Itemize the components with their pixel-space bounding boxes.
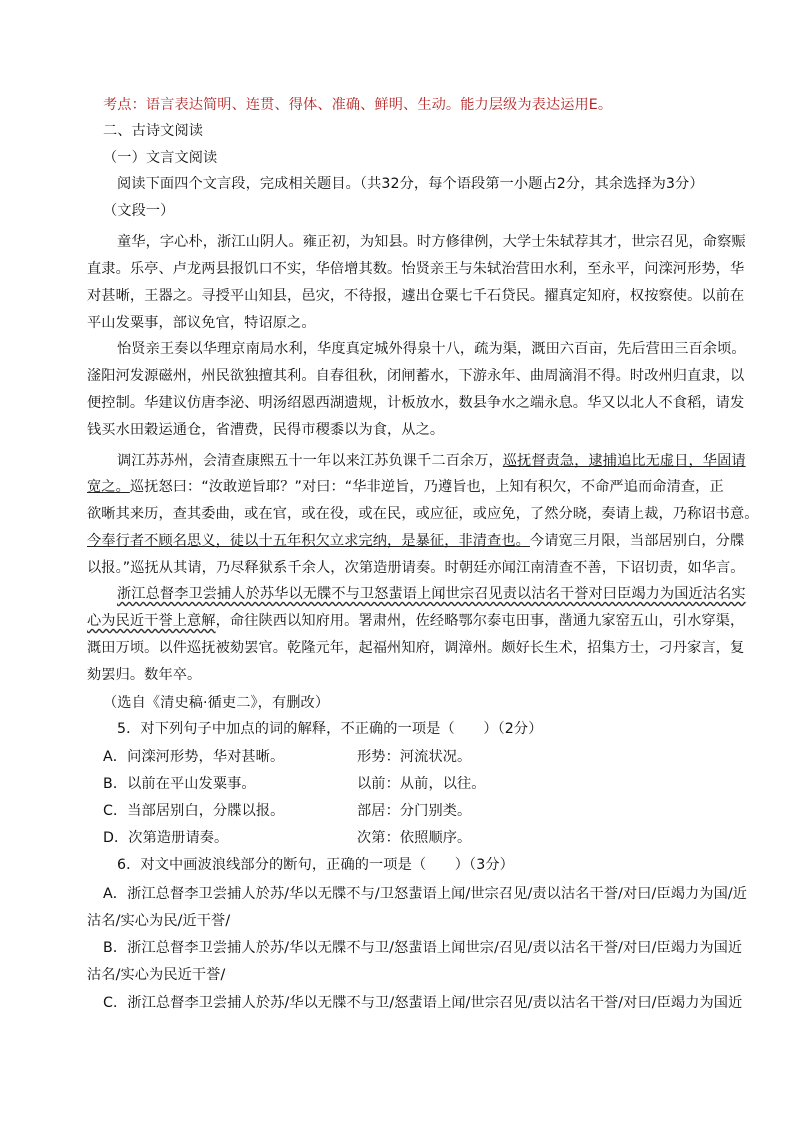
q5-option-c	[0, 800, 794, 822]
q5-option-b-right: 以前：从前，以往。	[357, 776, 486, 792]
p2-line-4: 钱买水田穀运通仓，省漕费，民得市稷黍以为食，从之。	[87, 422, 445, 438]
subsection-title: （一）文言文阅读	[103, 150, 218, 166]
p4-wavy-2: 心为民近干誉上意解	[87, 613, 216, 629]
q5-option-b-left: B．以前在平山发粟事。	[103, 776, 256, 792]
q5-option-c-right: 部居：分门别类。	[357, 803, 472, 819]
p1-line-3: 对甚晰，王器之。寻授平山知县，邑灾，不待报，遽出仓粟七千石贷民。擢真定知府，权按察使。以前在	[87, 288, 745, 304]
q6-option-c-line-1: C．浙江总督李卫尝捕人於苏/华以无牒不与卫/怒蜚语上闻/世宗召见/责以沽名干誉/对曰/臣竭力为国近	[103, 995, 743, 1011]
q5-option-d-right: 次第：依照顺序。	[357, 830, 472, 846]
q5-option-a-right: 形势：河流状况。	[357, 749, 472, 765]
q6-option-a-line-1: A．浙江总督李卫尝捕人於苏/华以无牒不与/卫怒蜚语上闻/世宗召见/责以沽名干誉/对曰/臣竭力为国/近	[103, 886, 748, 902]
q5-option-a-left: A．问滦河形势，华对甚晰。	[103, 749, 285, 765]
q6-option-b-line-1: B．浙江总督李卫尝捕人於苏/华以无牒不与卫/怒蜚语上闻世宗/召见/责以沽名干誉/对曰/臣竭力为国近	[103, 940, 743, 956]
p3-line-2-text: 巡抚怒曰：“汝敢逆旨耶？”对曰：“华非逆旨，乃遵旨也，上知有积欠，不命严追而命清查，正	[129, 479, 724, 495]
p4-line-4: 劾罢归。数年卒。	[87, 667, 202, 683]
p4-line-1	[0, 583, 794, 605]
p3-line-4-text: 今请宽三月限，当部居别白，分牒	[529, 533, 745, 549]
p4-line-3: 溉田万顷。以件巡抚被劾罢官。乾隆元年，起福州知府，调漳州。颇好长生术，招集方士，刁丹家言，复	[87, 640, 745, 656]
p4-line-2	[0, 610, 794, 632]
q5-stem: 5．对下列句子中加点的词的解释，不正确的一项是（ ）（2分）	[117, 721, 543, 737]
p2-line-1: 怡贤亲王奏以华理京南局水利，华度真定城外得泉十八，疏为渠，溉田六百亩，先后营田三百余顷。	[117, 341, 746, 357]
p1-line-1: 童华，字心朴，浙江山阴人。雍正初，为知县。时方修律例，大学士朱轼荐其才，世宗召见，命察赈	[117, 234, 746, 250]
passage-label: （文段一）	[103, 203, 175, 219]
q5-option-a	[0, 746, 794, 768]
q6-option-b-line-2: 沽名/实心为民近干誉/	[87, 967, 226, 983]
p3-line-2	[0, 476, 794, 498]
p3-underlined-2: 宽之。	[87, 479, 130, 495]
source-note: （选自《清史稿·循吏二》，有删改）	[103, 695, 330, 711]
q6-stem: 6．对文中画波浪线部分的断句，正确的一项是（ ）（3分）	[117, 857, 514, 873]
p1-line-2: 直隶。乐亭、卢龙两县报饥口不实，华倍增其数。怡贤亲王与朱轼治营田水利，至永平，问滦河形势，华	[87, 261, 745, 277]
q5-option-d-left: D．次第造册请奏。	[103, 830, 229, 846]
p3-line-1-text: 调江苏苏州，会清查康熙五十一年以来江苏负课千二百余万，	[117, 453, 503, 469]
p3-line-3: 欲晰其来历，查其委曲，或在官，或在役，或在民，或应征，或应免，了然分晓，奏请上裁，乃称诏书意。	[87, 506, 759, 522]
p3-underlined-1: 巡抚督责急，逮捕追比无虚日，华固请	[502, 453, 746, 469]
p3-line-1	[0, 450, 794, 472]
p4-line-2-text: ，命往陕西以知府用。署肃州，佐经略鄂尔泰屯田事，凿通九家窑五山，引水穿渠，	[215, 613, 745, 629]
q6-option-a-line-2: 沽名/实心为民/近干誉/	[87, 913, 231, 929]
p2-line-3: 便控制。华建议仿唐李泌、明汤绍恩西湖遗规，计板放水，数县争水之端永息。华又以北人不食稻，请发	[87, 395, 745, 411]
p1-line-4: 平山发粟事，部议免官，特诏原之。	[87, 315, 316, 331]
section-title: 二、古诗文阅读	[103, 123, 204, 139]
instruction: 阅读下面四个文言段，完成相关题目。（共32分，每个语段第一小题占2分，其余选择为3分）	[117, 176, 704, 192]
p3-underlined-3: 今奉行者不顾名思义，徒以十五年积欠立求完纳，是暴征，非清查也。	[87, 533, 530, 549]
p4-wavy-1: 浙江总督李卫尝捕人於苏华以无牒不与卫怒蜚语上闻世宗召见责以沽名干誉对曰臣竭力为国近沽名实	[117, 586, 746, 602]
p2-line-2: 滏阳河发源磁州，州民欲独擅其利。自春徂秋，闭闸蓄水，下游永年、曲周滴涓不得。时改州归直隶，以	[87, 368, 745, 384]
q5-option-c-left: C．当部居别白，分牒以报。	[103, 803, 285, 819]
q5-option-d	[0, 827, 794, 849]
p3-line-4	[0, 530, 794, 552]
q5-option-b	[0, 773, 794, 795]
kaodian-line: 考点：语言表达简明、连贯、得体、准确、鲜明、生动。能力层级为表达运用E。	[103, 97, 613, 113]
p3-line-5: 以报。”巡抚从其请，乃尽释狱系千余人，次第造册请奏。时朝廷亦闻江南清查不善，下诏切责，如华言。	[87, 560, 745, 576]
